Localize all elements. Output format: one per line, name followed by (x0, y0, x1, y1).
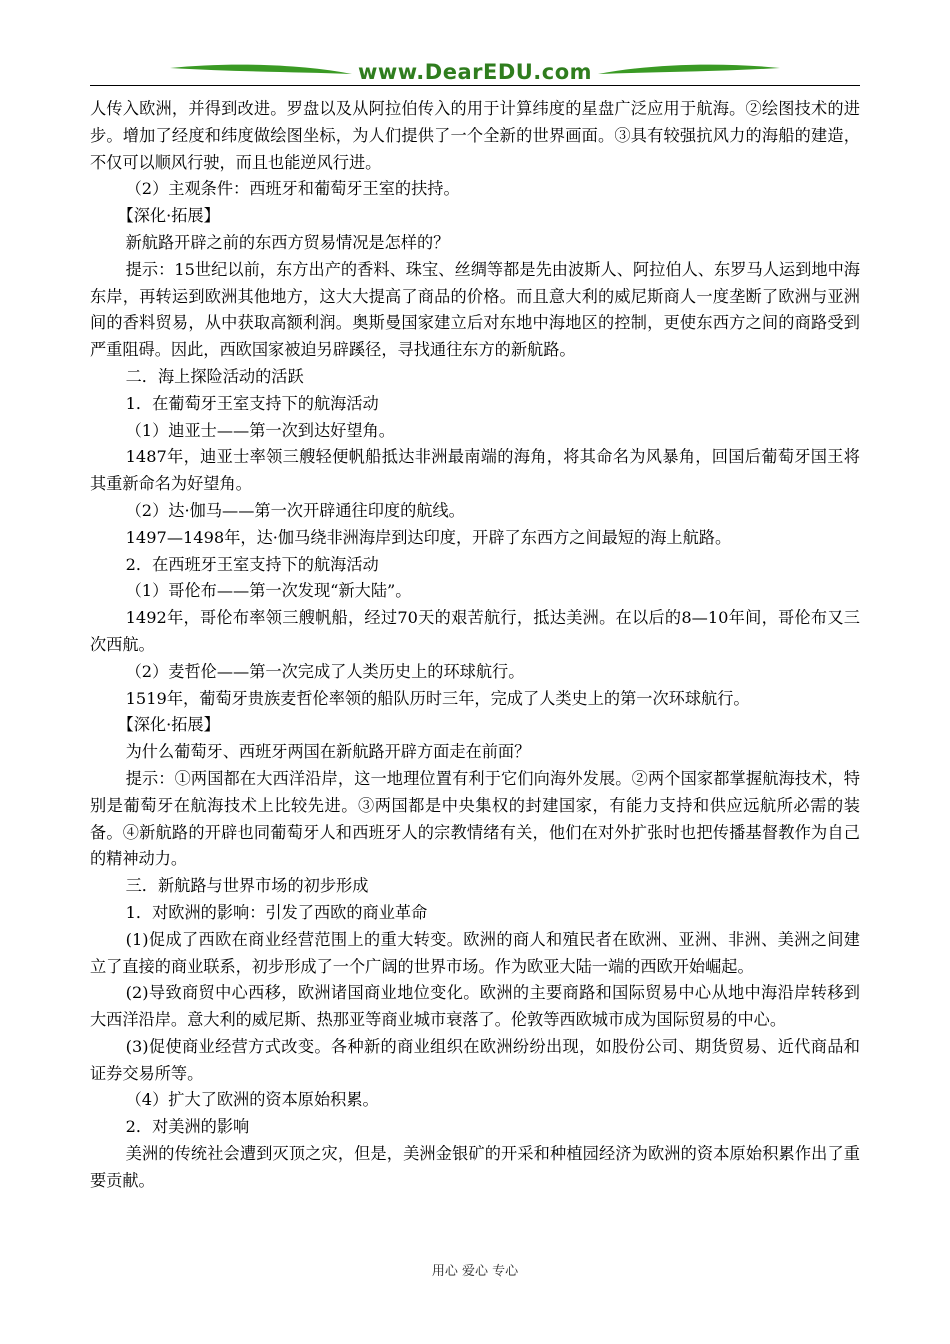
paragraph: （1）哥伦布——第一次发现“新大陆”。 (125, 581, 412, 601)
paragraph: 1487年，迪亚士率领三艘轻便帆船抵达非洲最南端的海角，将其命名为风暴角，回国后葡萄牙国王将其重新命名为好望角。 (90, 447, 860, 494)
paragraph: （4）扩大了欧洲的资本原始积累。 (125, 1090, 379, 1110)
paragraph: 【深化·拓展】 (117, 715, 220, 735)
paragraph: 提示：15世纪以前，东方出产的香料、珠宝、丝绸等都是先由波斯人、阿拉伯人、东罗马人运到地中海东岸，再转运到欧洲其他地方，这大大提高了商品的价格。而且意大利的威尼斯商人一度垄断了欧洲与亚洲间的香料贸易，从中获取高额利润。奥斯曼国家建立后对东地中海地区的控制，更使东西方之间的商路受到严重阻碍。因此，西欧国家被迫另辟蹊径，寻找通往东方的新航路。 (90, 259, 860, 360)
paragraph: 二．海上探险活动的活跃 (125, 366, 304, 386)
document-body (90, 96, 860, 1195)
paragraph: (1)促成了西欧在商业经营范围上的重大转变。欧洲的商人和殖民者在欧洲、亚洲、非洲、美洲之间建立了直接的商业联系，初步形成了一个广阔的世界市场。作为欧亚大陆一端的西欧开始崛起。 (90, 929, 860, 976)
paragraph: (2)导致商贸中心西移，欧洲诸国商业地位变化。欧洲的主要商路和国际贸易中心从地中海沿岸转移到大西洋沿岸。意大利的威尼斯、热那亚等商业城市衰落了。伦敦等西欧城市成为国际贸易的中心。 (90, 983, 860, 1030)
paragraph: 三．新航路与世界市场的初步形成 (125, 876, 369, 896)
paragraph: 为什么葡萄牙、西班牙两国在新航路开辟方面走在前面？ (125, 742, 531, 762)
paragraph: （2）达·伽马——第一次开辟通往印度的航线。 (125, 500, 465, 520)
paragraph: 新航路开辟之前的东西方贸易情况是怎样的？ (125, 232, 450, 252)
paragraph: （2）主观条件：西班牙和葡萄牙王室的扶持。 (125, 179, 460, 199)
paragraph: 1492年，哥伦布率领三艘帆船，经过70天的艰苦航行，抵达美洲。在以后的8—10年间，哥伦布又三次西航。 (90, 608, 860, 654)
paragraph: 1．在葡萄牙王室支持下的航海活动 (125, 393, 379, 413)
paragraph: (3)促使商业经营方式改变。各种新的商业组织在欧洲纷纷出现，如股份公司、期货贸易、近代商品和证券交易所等。 (90, 1036, 860, 1083)
paragraph: （1）迪亚士——第一次到达好望角。 (125, 420, 395, 440)
page-header (90, 52, 860, 94)
paragraph: 2．对美洲的影响 (125, 1117, 250, 1137)
paragraph: 人传入欧洲，并得到改进。罗盘以及从阿拉伯传入的用于计算纬度的星盘广泛应用于航海。②绘图技术的进步。增加了经度和纬度做绘图坐标，为人们提供了一个全新的世界画面。③具有较强抗风力的海船的建造，不仅可以顺风行驶，而且也能逆风行进。 (90, 99, 860, 172)
paragraph: 2．在西班牙王室支持下的航海活动 (125, 554, 379, 574)
paragraph: （2）麦哲伦——第一次完成了人类历史上的环球航行。 (125, 661, 525, 681)
paragraph: 提示：①两国都在大西洋沿岸，这一地理位置有利于它们向海外发展。②两个国家都掌握航海技术，特别是葡萄牙在航海技术上比较先进。③两国都是中央集权的封建国家，有能力支持和供应远航所必需的装备。④新航路的开辟也同葡萄牙人和西班牙人的宗教情绪有关，他们在对外扩张时也把传播基督教作为自己的精神动力。 (90, 768, 860, 869)
paragraph: 1．对欧洲的影响：引发了西欧的商业革命 (125, 902, 428, 922)
page-footer: 用心 爱心 专心 (431, 1264, 519, 1279)
paragraph: 【深化·拓展】 (117, 206, 220, 226)
paragraph: 美洲的传统社会遭到灭顶之灾，但是，美洲金银矿的开采和种植园经济为欧洲的资本原始积累作出了重要贡献。 (90, 1144, 860, 1190)
site-url: www.DearEDU.com (357, 60, 593, 84)
header-rule (90, 85, 860, 86)
paragraph: 1497—1498年，达·伽马绕非洲海岸到达印度，开辟了东西方之间最短的海上航路。 (125, 527, 732, 547)
paragraph: 1519年，葡萄牙贵族麦哲伦率领的船队历时三年，完成了人类史上的第一次环球航行。 (125, 688, 750, 708)
